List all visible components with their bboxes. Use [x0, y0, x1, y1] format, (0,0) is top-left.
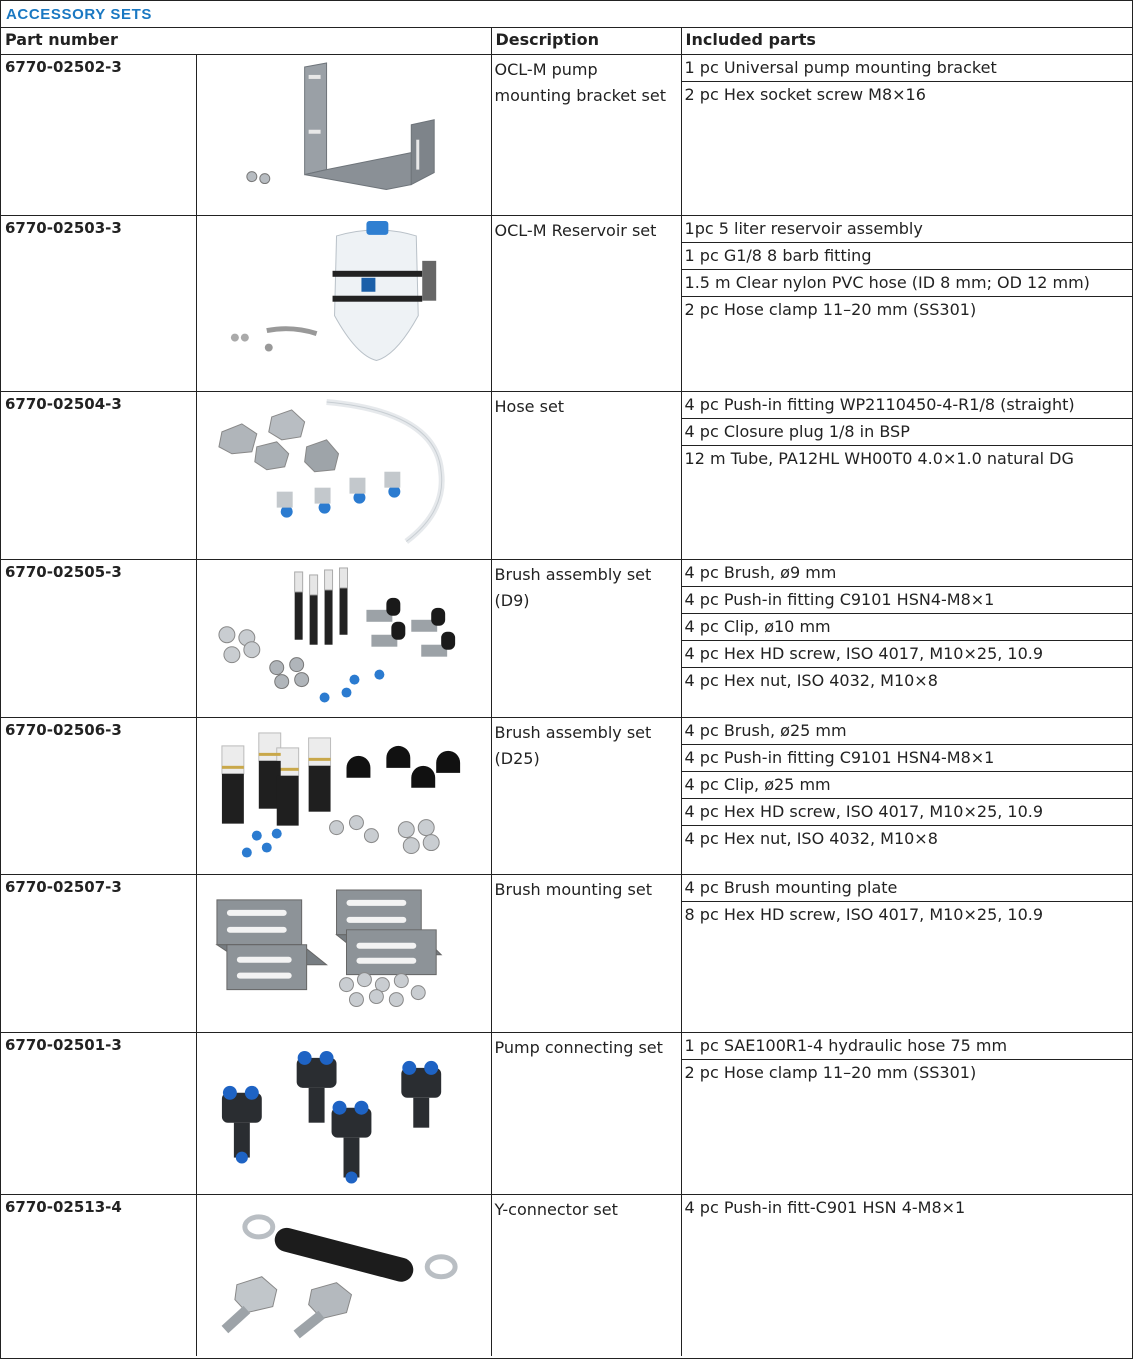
part-number-cell: 6770-02501-3: [1, 1032, 196, 1194]
included-parts-cell: [681, 215, 1132, 391]
description-cell: Brush assembly set (D9): [491, 559, 681, 717]
part-item: 4 pc Hex HD screw, ISO 4017, M10×25, 10.9: [682, 799, 1133, 826]
part-number-cell: 6770-02504-3: [1, 391, 196, 559]
part-item: 4 pc Push-in fitt-C901 HSN 4-M8×1: [684, 1197, 966, 1217]
part-item: 4 pc Hex nut, ISO 4032, M10×8: [684, 670, 938, 690]
mounting-bracket-image: [196, 54, 491, 215]
table-row: [1, 54, 1132, 215]
included-parts-cell: [681, 717, 1132, 874]
included-parts-cell: [681, 1194, 1132, 1356]
part-item: 1pc 5 liter reservoir assembly: [682, 216, 1133, 243]
included-parts-cell: [681, 54, 1132, 215]
included-parts-cell: [681, 874, 1132, 1032]
part-item: 1 pc G1/8 8 barb fitting: [682, 243, 1133, 270]
included-parts-cell: [681, 391, 1132, 559]
y-connectors-image: [196, 1032, 491, 1194]
table-row: [1, 1194, 1132, 1356]
part-item: 4 pc Clip, ø25 mm: [682, 772, 1133, 799]
hose-clamps-adapters-image: [196, 1194, 491, 1356]
part-item: 4 pc Clip, ø10 mm: [682, 614, 1133, 641]
description-cell: Hose set: [491, 391, 681, 559]
part-item: 2 pc Hose clamp 11–20 mm (SS301): [684, 299, 977, 319]
part-number-cell: 6770-02505-3: [1, 559, 196, 717]
included-parts-cell: [681, 1032, 1132, 1194]
part-item: 2 pc Hex socket screw M8×16: [684, 84, 926, 104]
part-item: 4 pc Hex nut, ISO 4032, M10×8: [684, 828, 938, 848]
part-number-cell: 6770-02503-3: [1, 215, 196, 391]
description-cell: Y-connector set: [491, 1194, 681, 1356]
included-parts-cell: [681, 559, 1132, 717]
table-row: [1, 717, 1132, 874]
table-row: [1, 1032, 1132, 1194]
part-item: 4 pc Push-in fitting C9101 HSN4-M8×1: [682, 587, 1133, 614]
part-number-cell: 6770-02513-4: [1, 1194, 196, 1356]
reservoir-image: [196, 215, 491, 391]
table-row: [1, 215, 1132, 391]
brush-mounting-plates-image: [196, 874, 491, 1032]
part-item: 2 pc Hose clamp 11–20 mm (SS301): [684, 1062, 977, 1082]
table-row: [1, 874, 1132, 1032]
part-item: 4 pc Brush, ø9 mm: [682, 560, 1133, 587]
part-item: 4 pc Brush, ø25 mm: [682, 718, 1133, 745]
part-item: 12 m Tube, PA12HL WH00T0 4.0×1.0 natural DG: [684, 448, 1074, 468]
brush-d9-image: [196, 559, 491, 717]
description-cell: Brush mounting set: [491, 874, 681, 1032]
accessory-table: [1, 28, 1132, 1356]
hose-fittings-image: [196, 391, 491, 559]
part-item: 4 pc Brush mounting plate: [682, 875, 1133, 902]
part-item: 8 pc Hex HD screw, ISO 4017, M10×25, 10.9: [684, 904, 1044, 924]
part-item: 1 pc Universal pump mounting bracket: [682, 55, 1133, 82]
description-cell: Pump connecting set: [491, 1032, 681, 1194]
brush-d25-image: [196, 717, 491, 874]
part-item: 4 pc Hex HD screw, ISO 4017, M10×25, 10.9: [682, 641, 1133, 668]
part-number-cell: 6770-02506-3: [1, 717, 196, 874]
section-title: ACCESSORY SETS: [6, 6, 152, 23]
part-item: 1.5 m Clear nylon PVC hose (ID 8 mm; OD 12 mm): [682, 270, 1133, 297]
description-cell: OCL-M Reservoir set: [491, 215, 681, 391]
part-item: 4 pc Closure plug 1/8 in BSP: [682, 419, 1133, 446]
part-item: 4 pc Push-in fitting C9101 HSN4-M8×1: [682, 745, 1133, 772]
part-item: 4 pc Push-in fitting WP2110450-4-R1/8 (straight): [682, 392, 1133, 419]
part-number-cell: 6770-02507-3: [1, 874, 196, 1032]
header-part-number: Part number: [1, 28, 491, 54]
title-row: [1, 1, 1132, 28]
description-cell: Brush assembly set (D25): [491, 717, 681, 874]
header-row: [1, 28, 1132, 54]
part-item: 1 pc SAE100R1-4 hydraulic hose 75 mm: [682, 1033, 1133, 1060]
table-row: [1, 559, 1132, 717]
table-row: [1, 391, 1132, 559]
header-included-parts: Included parts: [681, 28, 1132, 54]
part-number-cell: 6770-02502-3: [1, 54, 196, 215]
header-description: Description: [491, 28, 681, 54]
description-cell: OCL-M pump mounting bracket set: [491, 54, 681, 215]
